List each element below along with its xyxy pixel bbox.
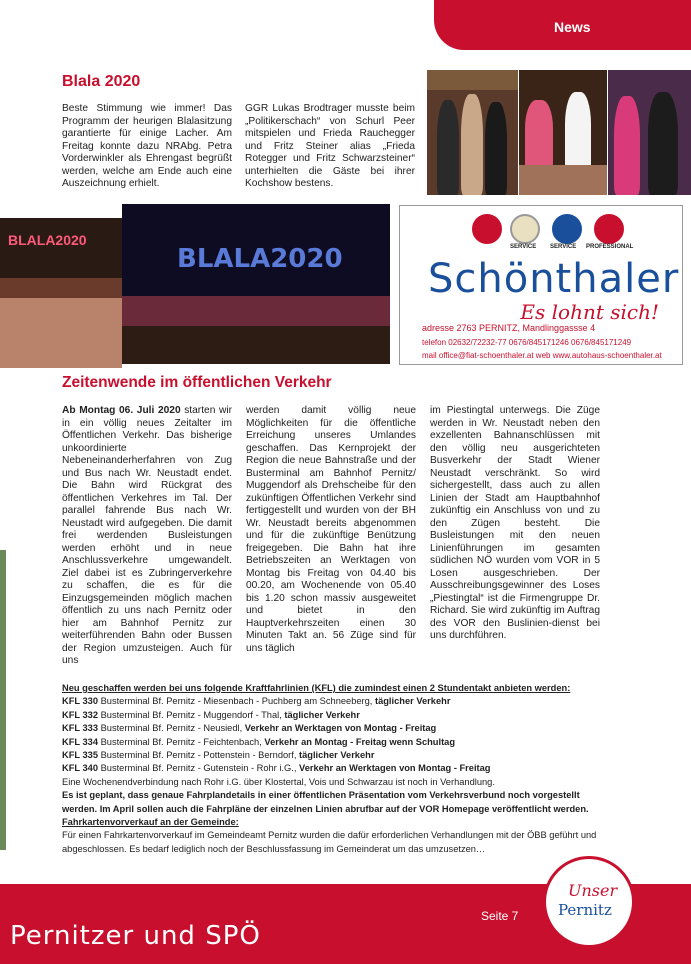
route-line-number: KFL 340: [62, 763, 98, 774]
bus-route-list: [62, 682, 602, 856]
ad-phone: telefon 02632/72232-77 0676/845171246 0676/845171249: [422, 338, 632, 347]
fiat-logo-icon: [472, 214, 502, 244]
page-number: Seite 7: [481, 909, 519, 923]
section-label: News: [554, 19, 591, 35]
route-days: täglicher Verkehr: [284, 709, 360, 720]
banner-text-stage: BLALA2020: [177, 244, 343, 274]
badge-line-1: Unser: [568, 881, 618, 900]
badge-line-2: Pernitz: [558, 901, 612, 919]
routes-heading: Neu geschaffen werden bei uns folgende Kraftfahrlinien (KFL) die zumindest einen 2 Stundentakt anbieten werden:: [62, 683, 571, 693]
route-item: [62, 695, 602, 708]
article-verkehr-date: Ab Montag 06. Juli 2020: [62, 405, 181, 416]
photo-blala-stage: [122, 204, 390, 364]
logo-caption-service: SERVICE: [510, 244, 537, 250]
photo-stage-performers: [608, 70, 691, 195]
article-verkehr-col3: im Piestingtal unterwegs. Die Züge werden in Wr. Neustadt neben den exzellenten Bahnanschlüssen mit den völlig neu ausgerichteten Busverkehr der Stadt Wiener Neustadt verschränkt. So wird sichergestellt, dass auch zu allen Linien der Stadt am Hauptbahnhof zukünftig ein Anschluss von und zu den Zügen besteht. Die Busleistungen mit den neuen Linienführungen im gesamten südlichen NÖ wurden vom VOR in 5 Losen ausgeschrieben. Der Ausschreibungsgewinner des Loses „Piestingtal“ ist die Firmengruppe Dr. Richard. Sie wird zukünftig im Auftrag des VOR den Buslinien-dienst bei uns durchführen.: [430, 405, 600, 641]
route-description: Busterminal Bf. Pernitz - Pottenstein - Berndorf,: [98, 750, 299, 761]
publication-name: Pernitzer und SPÖ: [10, 921, 261, 951]
article-verkehr-col2: werden damit völlig neue Möglichkeiten für die öffentliche Erreichung unseres Umlandes geschaffen. Das Kernprojekt der Region die neue Bahnstraße und der Busterminal am Bahnhof Pernitz/ Muggendorf als Drehscheibe für den zukünftigen Öffentlichen Verkehr sind fertiggestellt und wurden von der BH Wr. Neustadt bereits abgenommen und für die zukünftige Benützung freigegeben. Die Bahn hat ihre Betriebszeiten an Werktagen von Montag bis Freitag von 04.40 bis 00.20, am Wochenende von 05.40 bis 1.20 schon massiv ausgeweitet und bietet in den Hauptverkehrszeiten einen 30 Minuten Takt an. 56 Züge sind für uns täglich: [246, 405, 416, 654]
route-description: Busterminal Bf. Pernitz - Feichtenbach,: [98, 736, 265, 747]
ad-brand-name: Schönthaler: [428, 256, 680, 302]
route-days: täglicher Verkehr: [374, 696, 451, 707]
route-days: Verkehr an Werktagen von Montag - Freitag: [299, 763, 491, 774]
article-verkehr-col1: [62, 405, 232, 668]
ad-web: mail office@fiat-schoenthaler.at web www.autohaus-schoenthaler.at: [422, 351, 662, 360]
fiat-professional-logo-icon: [594, 214, 624, 244]
article-blala-col2: GGR Lukas Brodtrager musste beim „Politikerschach“ von Schurl Peer mitspielen und Frieda Rauchegger und Fritz Steiner alias „Frieda Rotegger und Fritz Schwarzsteiner“ unterhielten die Gäste bei ihrer Kochshow bestens.: [245, 103, 415, 189]
route-line-number: KFL 333: [62, 723, 98, 734]
routes-plan-note: Es ist geplant, dass genaue Fahrplandetails in einer öffentlichen Präsentation vom Verkehrsverbund noch vorgestellt werden. Im April sollen auch die Fahrpläne der einzelnen Linien abrufbar auf der VOR Homepage veröffentlicht werden.: [62, 790, 589, 814]
route-line-number: KFL 330: [62, 696, 98, 707]
article-verkehr-col1-text: starten wir in ein völlig neues Zeitalter im Öffentlichen Verkehr. Das bisherige unkoordinierte Nebeneinanderherfahren von Zug und Bus nach Wr. Neustadt endet. Die Bahn wird Rückgrat des öffentlichen Verkehres im Tal. Der parallel fahrende Bus nach Wr. Neustadt wird aufgegeben. Die damit frei werdenden Busleistungen werden erhöht und in neue Anschlussverkehre umgewandelt. Ziel dabei ist es Zubringerverkehre zu schaffen, die es für die Einzugsgemeinden möglich machen öffentlich zu uns nach Pernitz oder hier am Bahnhof Pernitz zur weiterführenden Bahn oder Bussen der Region umzusteigen. Auch für uns: [62, 405, 232, 666]
route-days: Verkehr an Montag - Freitag wenn Schultag: [264, 736, 456, 747]
alfa-romeo-logo-icon: [510, 214, 540, 244]
ticket-heading: Fahrkartenvorverkauf an der Gemeinde:: [62, 817, 239, 828]
route-description: Busterminal Bf. Pernitz - Neusiedl,: [98, 723, 245, 734]
route-days: täglicher Verkehr: [299, 750, 375, 761]
route-days: Verkehr an Werktagen von Montag - Freitag: [244, 723, 437, 734]
logo-caption-service-2: SERVICE: [550, 244, 577, 250]
ad-slogan: Es lohnt sich!: [520, 300, 659, 324]
photo-politikerschach: [427, 70, 518, 195]
photo-kochshow: [519, 70, 607, 195]
article-title-verkehr: Zeitenwende im öffentlichen Verkehr: [62, 374, 332, 391]
article-blala-col1: Beste Stimmung wie immer! Das Programm der heurigen Blalasitzung garantierte für einige Lacher. Am Freitag konnte dazu NRAbg. Petra Vorderwinkler als Ehrengast begrüßt werden, welche am Ende auch eine Auszeichnung erhielt.: [62, 103, 232, 189]
photo-hall-audience: [0, 218, 122, 368]
article-title-blala: Blala 2020: [62, 73, 141, 90]
advertisement-schoenthaler: [399, 205, 683, 365]
ticket-text: Für einen Fahrkartenvorverkauf im Gemeindeamt Pernitz wurden die dafür erforderlichen Verhandlungen mit der ÖBB geführt und abgeschlossen. Es bedarf lediglich noch der Beschlussfassung im Gemeinderat um das umzusetzen…: [62, 830, 597, 854]
left-edge-photo: [0, 550, 6, 850]
route-line-number: KFL 334: [62, 736, 98, 747]
route-item: [62, 762, 602, 775]
route-description: Busterminal Bf. Pernitz - Gutenstein - Rohr i.G.,: [98, 763, 299, 774]
route-item: [62, 709, 602, 722]
lancia-logo-icon: [552, 214, 582, 244]
route-line-number: KFL 332: [62, 709, 98, 720]
routes-weekend-note: Eine Wochenendverbindung nach Rohr i.G. über Klostertal, Vois und Schwarzau ist noch in Verhandlung.: [62, 776, 495, 787]
section-tab: [434, 0, 691, 50]
route-line-number: KFL 335: [62, 750, 98, 761]
route-description: Busterminal Bf. Pernitz - Muggendorf - Thal,: [98, 709, 285, 720]
ad-address: adresse 2763 PERNITZ, Mandlinggassse 4: [422, 323, 596, 333]
route-item: [62, 722, 602, 735]
unser-pernitz-logo: [543, 856, 635, 948]
route-item: [62, 736, 602, 749]
logo-caption-professional: PROFESSIONAL: [586, 244, 634, 250]
banner-text-small: BLALA2020: [8, 232, 87, 248]
route-description: Busterminal Bf. Pernitz - Miesenbach - Puchberg am Schneeberg,: [98, 696, 375, 707]
route-item: [62, 749, 602, 762]
